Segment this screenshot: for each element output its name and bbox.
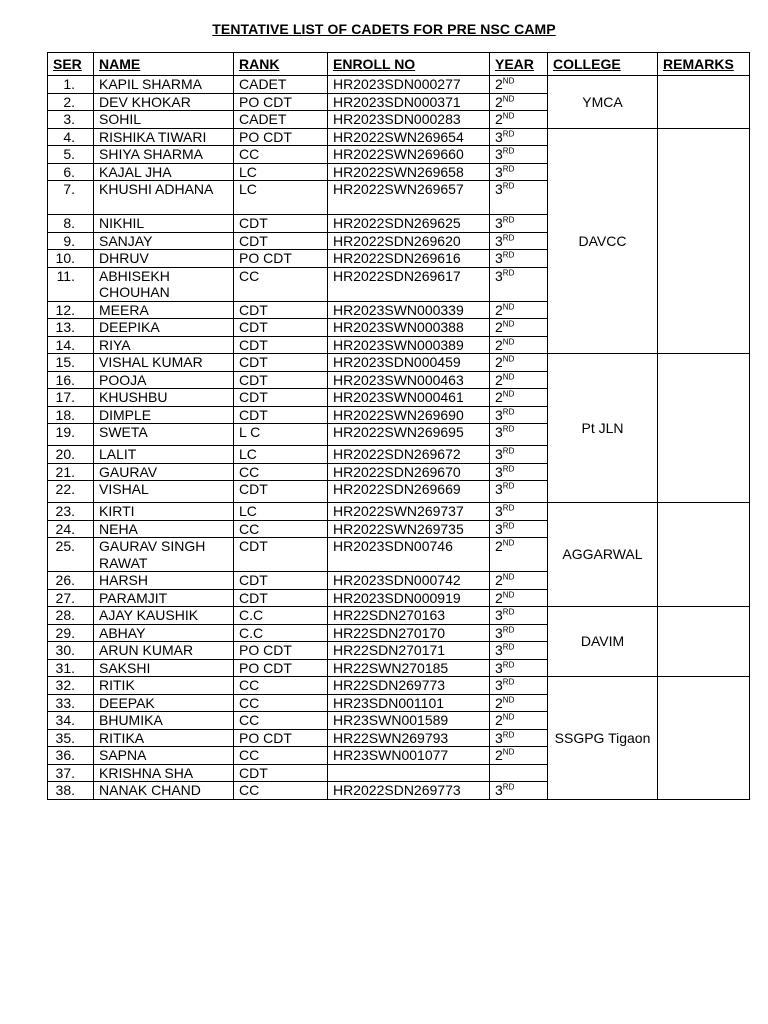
year-value: 3	[495, 232, 503, 249]
year-value: 3	[495, 215, 503, 231]
rank-cell: CDT	[234, 232, 328, 250]
cadet-table	[47, 52, 750, 800]
ser-cell: 38.	[48, 782, 94, 800]
name-cell: ARUN KUMAR	[94, 642, 234, 660]
ser-cell: 17.	[48, 389, 94, 407]
enroll-no-cell: HR2022SDN269617	[328, 267, 490, 301]
college-cell: DAVIM	[548, 607, 658, 677]
ser-cell: 21.	[48, 463, 94, 481]
enroll-no-cell: HR2023SDN000371	[328, 93, 490, 111]
enroll-no-cell: HR2023SDN000283	[328, 111, 490, 129]
year-suffix: RD	[502, 424, 515, 434]
enroll-no-cell: HR2023SWN000388	[328, 319, 490, 337]
remarks-cell	[658, 76, 750, 129]
rank-cell: CDT	[234, 319, 328, 337]
year-suffix: ND	[502, 354, 515, 364]
name-cell: RIYA	[94, 336, 234, 354]
year-suffix: ND	[502, 111, 515, 121]
table-body	[48, 76, 750, 800]
remarks-cell	[658, 128, 750, 354]
enroll-no-cell: HR2022SDN269773	[328, 782, 490, 800]
name-cell: KHUSHBU	[94, 389, 234, 407]
year-cell	[490, 747, 548, 765]
year-cell	[490, 319, 548, 337]
ser-cell: 6.	[48, 163, 94, 181]
header-row	[48, 53, 750, 76]
enroll-no-cell: HR2022SWN269695	[328, 424, 490, 446]
year-cell	[490, 463, 548, 481]
year-value: 3	[495, 481, 503, 497]
rank-cell: CC	[234, 712, 328, 730]
year-cell	[490, 146, 548, 164]
year-value: 3	[495, 250, 503, 266]
enroll-no-cell: HR22SDN270170	[328, 624, 490, 642]
rank-cell: PO CDT	[234, 659, 328, 677]
name-cell: ABHAY	[94, 624, 234, 642]
enroll-no-cell	[328, 764, 490, 782]
year-suffix: RD	[502, 446, 515, 456]
enroll-no-cell: HR2022SDN269620	[328, 232, 490, 250]
enroll-no-cell: HR22SDN269773	[328, 677, 490, 695]
name-cell: RITIK	[94, 677, 234, 695]
year-suffix: RD	[502, 677, 515, 687]
rank-cell: CADET	[234, 76, 328, 94]
ser-cell: 5.	[48, 146, 94, 164]
rank-cell: CDT	[234, 336, 328, 354]
rank-cell: CDT	[234, 406, 328, 424]
enroll-no-cell: HR2022SDN269669	[328, 481, 490, 503]
header-remarks: REMARKS	[658, 53, 750, 76]
name-cell: DEEPAK	[94, 694, 234, 712]
year-cell	[490, 503, 548, 521]
ser-cell: 20.	[48, 446, 94, 464]
name-cell: NIKHIL	[94, 215, 234, 233]
year-value: 3	[495, 729, 503, 746]
ser-cell: 28.	[48, 607, 94, 625]
name-cell: SWETA	[94, 424, 234, 446]
year-value: 2	[495, 389, 503, 405]
year-suffix: ND	[502, 712, 515, 722]
year-value: 2	[495, 712, 503, 728]
year-suffix: RD	[502, 232, 515, 242]
year-cell	[490, 111, 548, 129]
year-cell	[490, 729, 548, 747]
name-cell: POOJA	[94, 371, 234, 389]
enroll-no-cell: HR2022SWN269658	[328, 163, 490, 181]
year-suffix: ND	[502, 538, 515, 548]
rank-cell: CC	[234, 267, 328, 301]
year-suffix: ND	[502, 76, 515, 86]
year-suffix: RD	[502, 163, 515, 173]
header-rank: RANK	[234, 53, 328, 76]
year-suffix: ND	[502, 301, 515, 311]
ser-cell: 36.	[48, 747, 94, 765]
year-suffix: RD	[502, 250, 515, 260]
year-cell	[490, 354, 548, 372]
year-suffix: RD	[502, 406, 515, 416]
year-value: 3	[495, 607, 503, 623]
name-cell: NEHA	[94, 520, 234, 538]
name-cell: KAPIL SHARMA	[94, 76, 234, 94]
year-suffix: ND	[502, 694, 515, 704]
year-value: 2	[495, 76, 503, 92]
enroll-no-cell: HR2023SDN000919	[328, 589, 490, 607]
enroll-no-cell: HR22SDN270163	[328, 607, 490, 625]
name-cell: SAKSHI	[94, 659, 234, 677]
enroll-no-cell: HR22SWN270185	[328, 659, 490, 677]
year-cell	[490, 481, 548, 503]
year-suffix: RD	[502, 729, 515, 739]
year-cell	[490, 424, 548, 446]
year-value: 3	[495, 642, 503, 658]
rank-cell: CDT	[234, 371, 328, 389]
enroll-no-cell: HR2022SDN269670	[328, 463, 490, 481]
name-cell: GAURAV SINGH RAWAT	[94, 538, 234, 572]
year-value: 2	[495, 111, 503, 127]
year-cell	[490, 764, 548, 782]
name-cell: LALIT	[94, 446, 234, 464]
table-row	[48, 76, 750, 94]
ser-cell: 9.	[48, 232, 94, 250]
year-suffix: RD	[502, 659, 515, 669]
name-cell: DHRUV	[94, 250, 234, 268]
college-cell: YMCA	[548, 76, 658, 129]
ser-cell: 3.	[48, 111, 94, 129]
ser-cell: 32.	[48, 677, 94, 695]
year-suffix: RD	[502, 215, 515, 225]
year-value: 3	[495, 503, 503, 519]
year-value: 2	[495, 589, 503, 606]
year-cell	[490, 520, 548, 538]
rank-cell: LC	[234, 181, 328, 215]
ser-cell: 2.	[48, 93, 94, 111]
rank-cell: LC	[234, 446, 328, 464]
year-cell	[490, 389, 548, 407]
rank-cell: CC	[234, 677, 328, 695]
year-value: 2	[495, 572, 503, 588]
enroll-no-cell: HR2023SWN000339	[328, 301, 490, 319]
year-suffix: ND	[502, 589, 515, 599]
ser-cell: 24.	[48, 520, 94, 538]
year-value: 3	[495, 446, 503, 462]
enroll-no-cell: HR22SDN270171	[328, 642, 490, 660]
year-suffix: RD	[502, 146, 515, 156]
year-cell	[490, 624, 548, 642]
year-value: 2	[495, 319, 503, 335]
name-cell: RISHIKA TIWARI	[94, 128, 234, 146]
name-cell: RITIKA	[94, 729, 234, 747]
enroll-no-cell: HR2023SDN000459	[328, 354, 490, 372]
ser-cell: 25.	[48, 538, 94, 572]
year-cell	[490, 607, 548, 625]
name-cell: PARAMJIT	[94, 589, 234, 607]
year-value: 3	[495, 163, 503, 180]
enroll-no-cell: HR23SWN001589	[328, 712, 490, 730]
rank-cell: PO CDT	[234, 250, 328, 268]
enroll-no-cell: HR2022SWN269737	[328, 503, 490, 521]
year-suffix: RD	[502, 642, 515, 652]
year-value: 3	[495, 424, 503, 440]
year-cell	[490, 694, 548, 712]
college-cell: SSGPG Tigaon	[548, 677, 658, 800]
name-cell: SAPNA	[94, 747, 234, 765]
year-suffix: RD	[502, 624, 515, 634]
enroll-no-cell: HR2022SDN269672	[328, 446, 490, 464]
remarks-cell	[658, 677, 750, 800]
rank-cell: CC	[234, 782, 328, 800]
rank-cell: C.C	[234, 607, 328, 625]
year-value: 2	[495, 301, 503, 318]
name-cell: DIMPLE	[94, 406, 234, 424]
year-cell	[490, 371, 548, 389]
ser-cell: 11.	[48, 267, 94, 301]
rank-cell: CDT	[234, 538, 328, 572]
year-suffix: RD	[502, 782, 515, 792]
year-value: 3	[495, 146, 503, 162]
year-cell	[490, 406, 548, 424]
year-cell	[490, 232, 548, 250]
year-cell	[490, 336, 548, 354]
ser-cell: 8.	[48, 215, 94, 233]
ser-cell: 14.	[48, 336, 94, 354]
ser-cell: 31.	[48, 659, 94, 677]
year-cell	[490, 659, 548, 677]
name-cell: DEEPIKA	[94, 319, 234, 337]
rank-cell: PO CDT	[234, 642, 328, 660]
rank-cell: LC	[234, 503, 328, 521]
year-suffix: ND	[502, 389, 515, 399]
table-row	[48, 128, 750, 146]
year-cell	[490, 589, 548, 607]
enroll-no-cell: HR2023SDN000277	[328, 76, 490, 94]
year-value: 3	[495, 782, 503, 798]
ser-cell: 12.	[48, 301, 94, 319]
name-cell: VISHAL KUMAR	[94, 354, 234, 372]
header-ser: SER	[48, 53, 94, 76]
name-cell: SANJAY	[94, 232, 234, 250]
year-cell	[490, 215, 548, 233]
rank-cell: CDT	[234, 301, 328, 319]
name-cell: GAURAV	[94, 463, 234, 481]
year-value: 3	[495, 520, 503, 537]
year-cell	[490, 572, 548, 590]
enroll-no-cell: HR2023SDN00746	[328, 538, 490, 572]
name-cell: ABHISEKH CHOUHAN	[94, 267, 234, 301]
ser-cell: 37.	[48, 764, 94, 782]
year-suffix: ND	[502, 371, 515, 381]
ser-cell: 30.	[48, 642, 94, 660]
rank-cell: CDT	[234, 481, 328, 503]
year-suffix: RD	[502, 267, 515, 277]
rank-cell: CDT	[234, 572, 328, 590]
year-cell	[490, 642, 548, 660]
ser-cell: 26.	[48, 572, 94, 590]
year-cell	[490, 76, 548, 94]
header-enroll-no: ENROLL NO	[328, 53, 490, 76]
year-cell	[490, 128, 548, 146]
year-suffix: ND	[502, 336, 515, 346]
year-cell	[490, 163, 548, 181]
rank-cell: CC	[234, 694, 328, 712]
ser-cell: 35.	[48, 729, 94, 747]
year-cell	[490, 446, 548, 464]
page-title: TENTATIVE LIST OF CADETS FOR PRE NSC CAMP	[212, 21, 556, 37]
college-cell: Pt JLN	[548, 354, 658, 503]
enroll-no-cell: HR2023SWN000461	[328, 389, 490, 407]
table-row	[48, 503, 750, 521]
rank-cell: PO CDT	[234, 93, 328, 111]
year-value: 3	[495, 624, 503, 641]
rank-cell: CC	[234, 146, 328, 164]
name-cell: SHIYA SHARMA	[94, 146, 234, 164]
rank-cell: CDT	[234, 389, 328, 407]
rank-cell: CDT	[234, 215, 328, 233]
rank-cell: CDT	[234, 764, 328, 782]
year-value: 2	[495, 747, 503, 763]
year-cell	[490, 250, 548, 268]
year-suffix: RD	[502, 481, 515, 491]
enroll-no-cell: HR2023SDN000742	[328, 572, 490, 590]
enroll-no-cell: HR2022SWN269690	[328, 406, 490, 424]
rank-cell: LC	[234, 163, 328, 181]
year-cell	[490, 782, 548, 800]
year-suffix: RD	[502, 181, 515, 191]
college-cell: AGGARWAL	[548, 503, 658, 607]
year-cell	[490, 267, 548, 301]
ser-cell: 16.	[48, 371, 94, 389]
enroll-no-cell: HR2022SWN269735	[328, 520, 490, 538]
ser-cell: 10.	[48, 250, 94, 268]
year-value: 3	[495, 659, 503, 676]
remarks-cell	[658, 607, 750, 677]
rank-cell: CADET	[234, 111, 328, 129]
year-suffix: ND	[502, 93, 515, 103]
enroll-no-cell: HR22SWN269793	[328, 729, 490, 747]
name-cell: MEERA	[94, 301, 234, 319]
year-suffix: RD	[502, 520, 515, 530]
header-year: YEAR	[490, 53, 548, 76]
year-suffix: ND	[502, 572, 515, 582]
year-cell	[490, 712, 548, 730]
name-cell: VISHAL	[94, 481, 234, 503]
name-cell: BHUMIKA	[94, 712, 234, 730]
name-cell: KIRTI	[94, 503, 234, 521]
year-cell	[490, 181, 548, 215]
enroll-no-cell: HR2023SWN000389	[328, 336, 490, 354]
rank-cell: CC	[234, 463, 328, 481]
year-value: 2	[495, 538, 503, 554]
table-row	[48, 607, 750, 625]
remarks-cell	[658, 503, 750, 607]
enroll-no-cell: HR2022SDN269625	[328, 215, 490, 233]
name-cell: KAJAL JHA	[94, 163, 234, 181]
year-suffix: RD	[502, 463, 515, 473]
rank-cell: L C	[234, 424, 328, 446]
ser-cell: 13.	[48, 319, 94, 337]
year-cell	[490, 301, 548, 319]
ser-cell: 33.	[48, 694, 94, 712]
name-cell: DEV KHOKAR	[94, 93, 234, 111]
ser-cell: 4.	[48, 128, 94, 146]
year-value: 2	[495, 371, 503, 388]
year-cell	[490, 538, 548, 572]
year-value: 3	[495, 128, 503, 145]
year-suffix: RD	[502, 607, 515, 617]
rank-cell: C.C	[234, 624, 328, 642]
enroll-no-cell: HR23SWN001077	[328, 747, 490, 765]
ser-cell: 19.	[48, 424, 94, 446]
ser-cell: 29.	[48, 624, 94, 642]
enroll-no-cell: HR2022SWN269654	[328, 128, 490, 146]
year-value: 3	[495, 267, 503, 284]
table-row	[48, 354, 750, 372]
year-value: 3	[495, 406, 503, 423]
header-name: NAME	[94, 53, 234, 76]
year-value: 2	[495, 694, 503, 711]
rank-cell: CDT	[234, 589, 328, 607]
year-value: 3	[495, 463, 503, 480]
ser-cell: 1.	[48, 76, 94, 94]
name-cell: NANAK CHAND	[94, 782, 234, 800]
year-suffix: ND	[502, 319, 515, 329]
year-suffix: RD	[502, 503, 515, 513]
ser-cell: 34.	[48, 712, 94, 730]
year-cell	[490, 93, 548, 111]
enroll-no-cell: HR2022SWN269657	[328, 181, 490, 215]
name-cell: KRISHNA SHA	[94, 764, 234, 782]
rank-cell: CDT	[234, 354, 328, 372]
year-value: 2	[495, 354, 503, 370]
name-cell: KHUSHI ADHANA	[94, 181, 234, 215]
year-suffix: ND	[502, 747, 515, 757]
ser-cell: 27.	[48, 589, 94, 607]
ser-cell: 7.	[48, 181, 94, 215]
name-cell: AJAY KAUSHIK	[94, 607, 234, 625]
ser-cell: 22.	[48, 481, 94, 503]
year-value: 3	[495, 677, 503, 693]
ser-cell: 15.	[48, 354, 94, 372]
enroll-no-cell: HR2022SDN269616	[328, 250, 490, 268]
enroll-no-cell: HR2023SWN000463	[328, 371, 490, 389]
table-row	[48, 677, 750, 695]
name-cell: SOHIL	[94, 111, 234, 129]
ser-cell: 23.	[48, 503, 94, 521]
enroll-no-cell: HR2022SWN269660	[328, 146, 490, 164]
header-college: COLLEGE	[548, 53, 658, 76]
rank-cell: CC	[234, 520, 328, 538]
rank-cell: CC	[234, 747, 328, 765]
name-cell: HARSH	[94, 572, 234, 590]
year-value: 3	[495, 181, 503, 197]
year-value: 2	[495, 93, 503, 110]
ser-cell: 18.	[48, 406, 94, 424]
enroll-no-cell: HR23SDN001101	[328, 694, 490, 712]
remarks-cell	[658, 354, 750, 503]
rank-cell: PO CDT	[234, 128, 328, 146]
year-cell	[490, 677, 548, 695]
college-cell: DAVCC	[548, 128, 658, 354]
year-suffix: RD	[502, 128, 515, 138]
rank-cell: PO CDT	[234, 729, 328, 747]
year-value: 2	[495, 336, 503, 353]
